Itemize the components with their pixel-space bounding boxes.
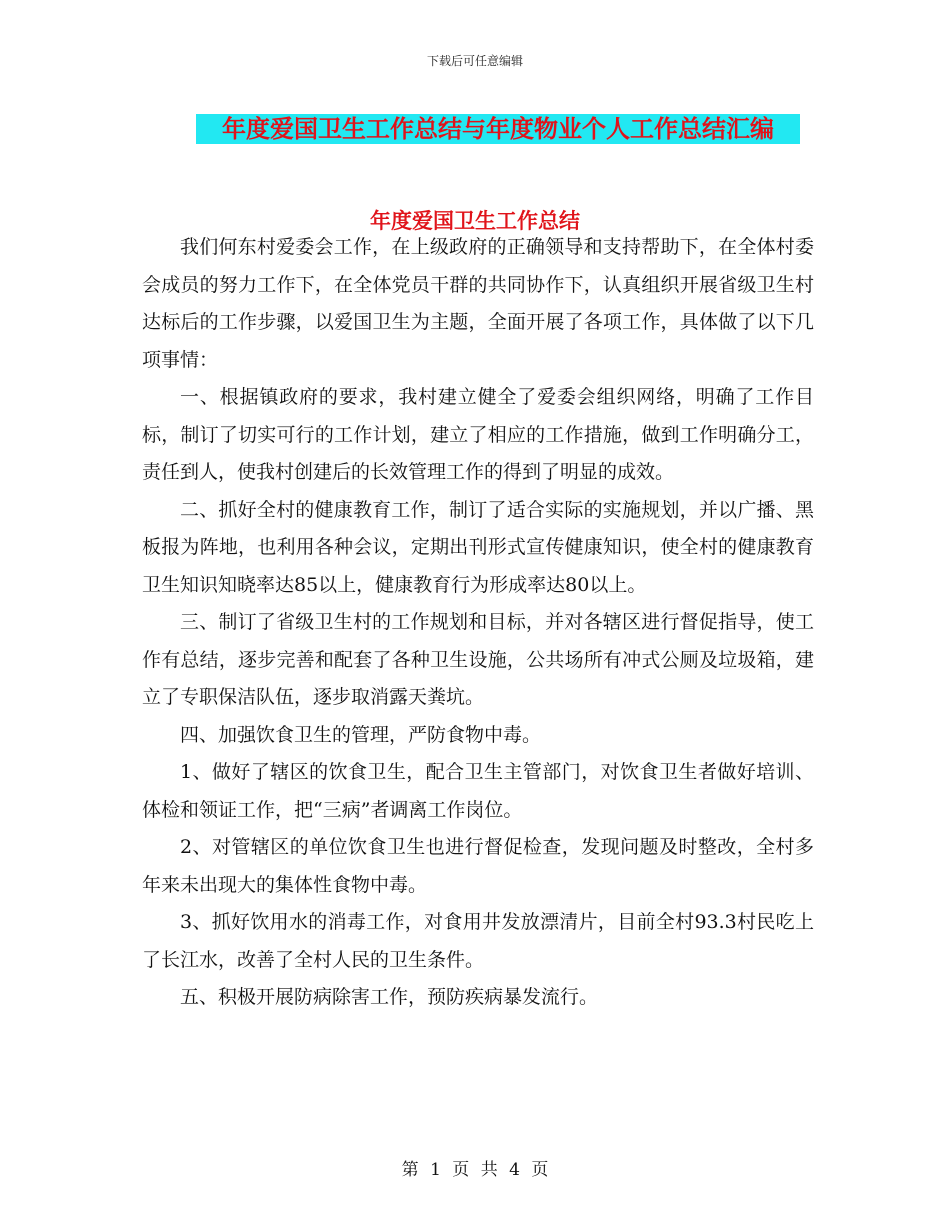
paragraph: 五、积极开展防病除害工作，预防疾病暴发流行。 (180, 986, 599, 1008)
paragraph: 四、加强饮食卫生的管理，严防食物中毒。 (180, 723, 542, 746)
paragraph: 一、根据镇政府的要求，我村建立健全了爱委会组织网络，明确了工作目标，制订了切实可行的工作计划，建立了相应的工作措施，做到工作明确分工，责任到人，使我村创建后的长效管理工作的得到了明显的成效。 (142, 386, 814, 483)
document-title: 年度爱国卫生工作总结与年度物业个人工作总结汇编 (196, 114, 800, 144)
section-title: 年度爱国卫生工作总结 (370, 209, 580, 233)
paragraph: 1、做好了辖区的饮食卫生，配合卫生主管部门，对饮食卫生者做好培训、体检和领证工作，把“三病”者调离工作岗位。 (142, 761, 814, 821)
paragraph: 我们何东村爱委会工作，在上级政府的正确领导和支持帮助下，在全体村委会成员的努力工作下，在全体党员干群的共同协作下，认真组织开展省级卫生村达标后的工作步骤，以爱国卫生为主题，全面开展了各项工作，具体做了以下几项事情： (142, 236, 814, 371)
paragraph: 3、抓好饮用水的消毒工作，对食用井发放漂清片，目前全村93.3村民吃上了长江水，改善了全村人民的卫生条件。 (142, 911, 814, 971)
body-text (142, 229, 814, 1017)
paragraph: 二、抓好全村的健康教育工作，制订了适合实际的实施规划，并以广播、黑板报为阵地，也利用各种会议，定期出刊形式宣传健康知识，使全村的健康教育卫生知识知晓率达85以上，健康教育行为形成率达80以上。 (142, 498, 814, 596)
header-note: 下载后可任意编辑 (426, 54, 523, 68)
paragraph: 三、制订了省级卫生村的工作规划和目标，并对各辖区进行督促指导，使工作有总结，逐步完善和配套了各种卫生设施，公共场所有冲式公厕及垃圾箱，建立了专职保洁队伍，逐步取消露天粪坑。 (142, 611, 814, 708)
page-footer: 第 1 页 共 4 页 (401, 1160, 549, 1180)
paragraph: 2、对管辖区的单位饮食卫生也进行督促检查，发现问题及时整改，全村多年来未出现大的集体性食物中毒。 (142, 836, 814, 896)
